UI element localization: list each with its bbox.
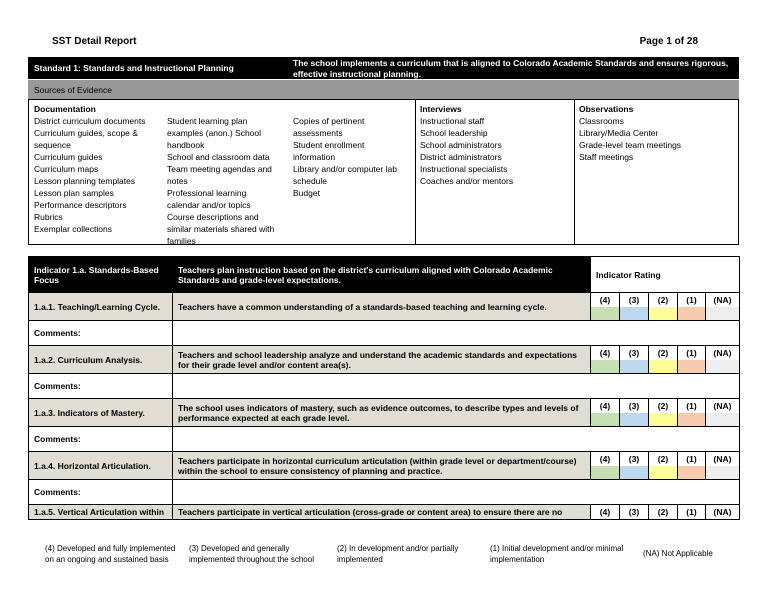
comments-field[interactable] (173, 427, 740, 452)
report-title: SST Detail Report (52, 36, 137, 47)
rating-label: (3) (620, 399, 648, 413)
rating-cell[interactable] (678, 399, 706, 427)
evidence-item: schedule (293, 176, 328, 186)
evidence-item: Staff meetings (579, 152, 634, 162)
comments-row (29, 321, 740, 346)
rating-box[interactable] (706, 307, 739, 320)
indicator-rating-heading: Indicator Rating (591, 257, 740, 293)
evidence-item: similar materials shared with (167, 224, 275, 234)
evidence-item: Lesson plan samples (34, 188, 114, 198)
observations-heading: Observations (579, 104, 634, 114)
rating-box[interactable] (706, 360, 739, 373)
rating-box[interactable] (649, 413, 677, 426)
rating-box[interactable] (678, 413, 705, 426)
evidence-item: calendar and/or topics (167, 200, 251, 210)
standard-bar (28, 57, 739, 79)
rating-label: (4) (591, 293, 619, 307)
item-label: 1.a.4. Horizontal Articulation. (29, 452, 173, 480)
rating-box[interactable] (649, 466, 677, 479)
rating-cell[interactable] (706, 293, 740, 321)
rating-label: (3) (620, 346, 648, 360)
comments-label: Comments: (29, 374, 173, 399)
page-number: Page 1 of 28 (639, 36, 698, 47)
rating-box[interactable] (591, 307, 619, 320)
rating-box[interactable] (591, 360, 619, 373)
rating-label: (2) (649, 452, 677, 466)
rating-label: (1) (678, 505, 705, 519)
evidence-item: Lesson planning templates (34, 176, 136, 186)
rating-label: (4) (591, 452, 619, 466)
comments-row (29, 374, 740, 399)
rating-box[interactable] (678, 466, 705, 479)
rating-cell[interactable] (649, 399, 678, 427)
rating-cell[interactable] (649, 452, 678, 480)
rating-label: (2) (649, 399, 677, 413)
evidence-item: Exemplar collections (34, 224, 112, 234)
legend-4: (4) Developed and fully implemented on an ongoing and sustained basis (45, 544, 176, 564)
rating-label: (NA) (706, 346, 739, 360)
rating-box[interactable] (706, 466, 739, 479)
rating-box[interactable] (620, 466, 648, 479)
documentation-column-1 (34, 103, 145, 235)
indicator-item-row (29, 399, 740, 427)
indicator-item-row (29, 293, 740, 321)
rating-cell[interactable] (678, 346, 706, 374)
evidence-item: sequence (34, 140, 71, 150)
legend-na: (NA) Not Applicable (643, 549, 713, 558)
rating-label: (2) (649, 346, 677, 360)
rating-label: (NA) (706, 505, 739, 519)
rating-cell[interactable] (706, 346, 740, 374)
evidence-item: examples (anon.) School (167, 128, 262, 138)
rating-cell[interactable] (678, 505, 706, 520)
evidence-item: Team meeting agendas and (167, 164, 272, 174)
item-label: 1.a.5. Vertical Articulation within (29, 505, 173, 520)
rating-cell[interactable] (706, 505, 740, 520)
standard-text: The school implements a curriculum that is aligned to Colorado Academic Standards and ensures rigorous, effective instructional planning. (293, 58, 729, 79)
item-label: 1.a.2. Curriculum Analysis. (29, 346, 173, 374)
evidence-item: Curriculum guides, scope & (34, 128, 138, 138)
rating-cell[interactable] (678, 452, 706, 480)
rating-cell[interactable] (620, 293, 649, 321)
documentation-column-3 (293, 115, 397, 199)
evidence-item: Copies of pertinent (293, 116, 365, 126)
rating-cell[interactable] (591, 399, 620, 427)
rating-box[interactable] (620, 360, 648, 373)
evidence-item: Library and/or computer lab (293, 164, 397, 174)
indicator-item-row (29, 346, 740, 374)
indicator-item-row (29, 452, 740, 480)
comments-label: Comments: (29, 321, 173, 346)
evidence-item: Curriculum maps (34, 164, 99, 174)
rating-cell[interactable] (591, 346, 620, 374)
comments-row (29, 480, 740, 505)
rating-box[interactable] (678, 360, 705, 373)
rating-box[interactable] (620, 413, 648, 426)
rating-label: (4) (591, 505, 619, 519)
comments-label: Comments: (29, 480, 173, 505)
rating-box[interactable] (649, 360, 677, 373)
rating-label: (NA) (706, 293, 739, 307)
evidence-item: Performance descriptors (34, 200, 127, 210)
rating-cell[interactable] (706, 452, 740, 480)
item-text: Teachers participate in horizontal curriculum articulation (within grade level or department/course) within the school to ensure consistency of planning and practice. (173, 452, 591, 480)
legend-3: (3) Developed and generally implemented throughout the school (189, 544, 314, 564)
evidence-item: District curriculum documents (34, 116, 146, 126)
rating-cell[interactable] (620, 346, 649, 374)
rating-cell[interactable] (591, 293, 620, 321)
interviews-column (420, 103, 513, 187)
evidence-item: Instructional specialists (420, 164, 508, 174)
evidence-item: assessments (293, 128, 343, 138)
rating-box[interactable] (591, 413, 619, 426)
evidence-item: Student learning plan (167, 116, 248, 126)
rating-box[interactable] (678, 307, 705, 320)
rating-label: (3) (620, 452, 648, 466)
rating-label: (2) (649, 505, 677, 519)
item-label: 1.a.1. Teaching/Learning Cycle. (29, 293, 173, 321)
item-text: The school uses indicators of mastery, such as evidence outcomes, to describe types and levels of performance expected at each grade level. (173, 399, 591, 427)
sources-bar (28, 80, 739, 99)
column-divider (574, 100, 575, 244)
evidence-item: Classrooms (579, 116, 624, 126)
evidence-item: School leadership (420, 128, 488, 138)
comments-row (29, 427, 740, 452)
evidence-item: information (293, 152, 336, 162)
evidence-item: Professional learning (167, 188, 247, 198)
evidence-item: families (167, 236, 196, 246)
comments-field[interactable] (173, 480, 740, 505)
rating-label: (1) (678, 452, 705, 466)
evidence-item: Student enrollment (293, 140, 365, 150)
item-text: Teachers have a common understanding of a standards-based teaching and learning cycle. (173, 293, 591, 321)
sources-box (28, 99, 739, 245)
indicator-item-row (29, 505, 740, 520)
rating-box[interactable] (620, 307, 648, 320)
indicator-text: Teachers plan instruction based on the district's curriculum aligned with Colorado Academic Standards and grade-level expectations. (173, 257, 591, 293)
rating-cell[interactable] (649, 505, 678, 520)
rating-label: (NA) (706, 399, 739, 413)
rating-cell[interactable] (649, 346, 678, 374)
evidence-item: handbook (167, 140, 205, 150)
evidence-item: Library/Media Center (579, 128, 659, 138)
rating-cell[interactable] (591, 452, 620, 480)
comments-label: Comments: (29, 427, 173, 452)
rating-label: (3) (620, 293, 648, 307)
rating-box[interactable] (591, 466, 619, 479)
sources-title: Sources of Evidence (34, 85, 112, 95)
rating-box[interactable] (706, 413, 739, 426)
rating-label: (1) (678, 346, 705, 360)
item-text: Teachers participate in vertical articulation (cross-grade or content area) to ensure there are no (173, 505, 591, 520)
evidence-item: Curriculum guides (34, 152, 103, 162)
evidence-item: District administrators (420, 152, 502, 162)
rating-label: (2) (649, 293, 677, 307)
rating-cell[interactable] (620, 452, 649, 480)
rating-cell[interactable] (706, 399, 740, 427)
rating-cell[interactable] (678, 293, 706, 321)
rating-cell[interactable] (620, 505, 649, 520)
rating-label: (1) (678, 399, 705, 413)
comments-field[interactable] (173, 374, 740, 399)
standard-label: Standard 1: Standards and Instructional Planning (34, 63, 234, 73)
documentation-column-2 (167, 115, 287, 247)
indicator-label: Indicator 1.a. Standards-Based Focus (29, 257, 173, 293)
column-divider (415, 100, 416, 244)
evidence-item: Coaches and/or mentors (420, 176, 514, 186)
legend-2: (2) In development and/or partially implemented (337, 544, 459, 564)
evidence-item: Grade-level team meetings (579, 140, 682, 150)
documentation-heading: Documentation (34, 104, 96, 114)
evidence-item: Budget (293, 188, 320, 198)
evidence-item: School administrators (420, 140, 502, 150)
rating-label: (4) (591, 346, 619, 360)
indicator-table (28, 256, 740, 520)
rating-label: (NA) (706, 452, 739, 466)
rating-box[interactable] (649, 307, 677, 320)
rating-label: (4) (591, 399, 619, 413)
comments-field[interactable] (173, 321, 740, 346)
evidence-item: Instructional staff (420, 116, 485, 126)
rating-cell[interactable] (649, 293, 678, 321)
interviews-heading: Interviews (420, 104, 462, 114)
item-text: Teachers and school leadership analyze and understand the academic standards and expectations for their grade level and/or content area(s). (173, 346, 591, 374)
evidence-item: Rubrics (34, 212, 63, 222)
rating-cell[interactable] (591, 505, 620, 520)
rating-cell[interactable] (620, 399, 649, 427)
rating-label: (1) (678, 293, 705, 307)
evidence-item: Course descriptions and (167, 212, 259, 222)
item-label: 1.a.3. Indicators of Mastery. (29, 399, 173, 427)
evidence-item: School and classroom data (167, 152, 270, 162)
evidence-item: notes (167, 176, 188, 186)
observations-column (579, 103, 681, 163)
rating-label: (3) (620, 505, 648, 519)
legend-1: (1) Initial development and/or minimal implementation (490, 544, 624, 564)
